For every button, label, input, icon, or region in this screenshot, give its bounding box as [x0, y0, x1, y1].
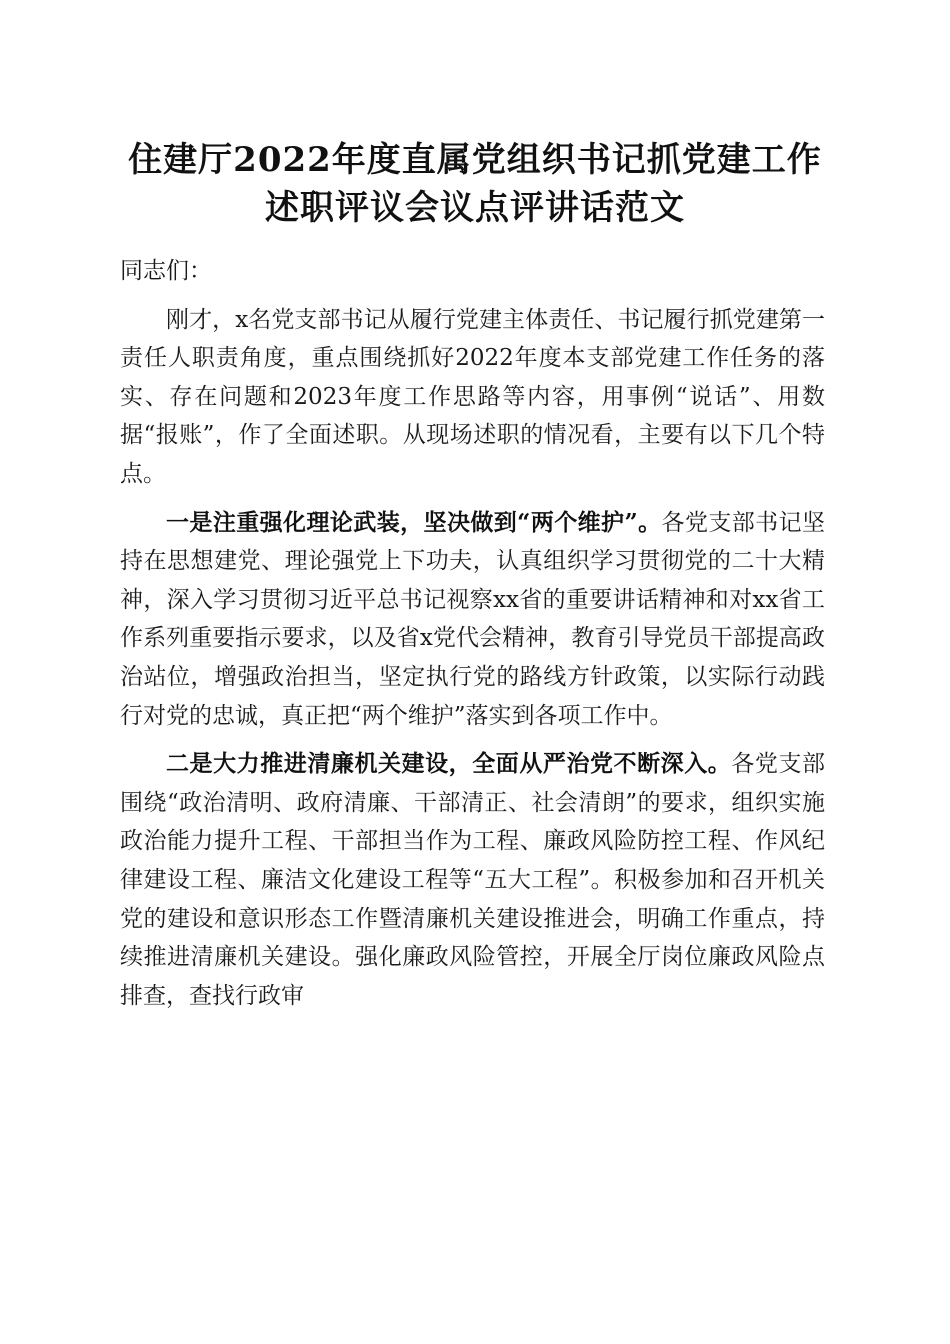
title-line-2: 述职评议会议点评讲话范文 — [265, 188, 685, 228]
paragraph-intro: 刚才，x名党支部书记从履行党建主体责任、书记履行抓党建第一责任人职责角度，重点围绕抓好2022年度本支部党建工作任务的落实、存在问题和2023年度工作思路等内容，用事例“说话”、用数据“报账”，作了全面述职。从现场述职的情况看，主要有以下几个特点。 — [120, 306, 825, 487]
point-two-text: 各党支部围绕“政治清明、政府清廉、干部清正、社会清朗”的要求，组织实施政治能力提升工程、干部担当作为工程、廉政风险防控工程、作风纪律建设工程、廉洁文化建设工程等“五大工程”。积极参加和召开机关党的建设和意识形态工作暨清廉机关建设推进会，明确工作重点，持续推进清廉机关建设。强化廉政风险管控，开展全厅岗位廉政风险点排查，查找行政审 — [120, 751, 826, 1009]
greeting: 同志们： — [120, 258, 212, 284]
document-title — [100, 136, 850, 232]
point-two-heading: 二是大力推进清廉机关建设，全面从严治党不断深入。 — [166, 750, 732, 778]
document-body — [120, 252, 825, 1025]
point-one-heading: 一是注重强化理论武装，坚决做到“两个维护”。 — [166, 508, 662, 536]
point-one-text: 各党支部书记坚持在思想建党、理论强党上下功夫，认真组织学习贯彻党的二十大精神，深入学习贯彻习近平总书记视察xx省的重要讲话精神和对xx省工作系列重要指示要求，以及省x党代会精神，教育引导党员干部提高政治站位，增强政治担当，坚定执行党的路线方针政策，以实际行动践行对党的忠诚，真正把“两个维护”落实到各项工作中。 — [120, 509, 826, 729]
paragraph-point-one — [120, 504, 825, 736]
paragraph-point-two — [120, 745, 825, 1015]
title-line-1: 住建厅2022年度直属党组织书记抓党建工作 — [128, 140, 822, 180]
